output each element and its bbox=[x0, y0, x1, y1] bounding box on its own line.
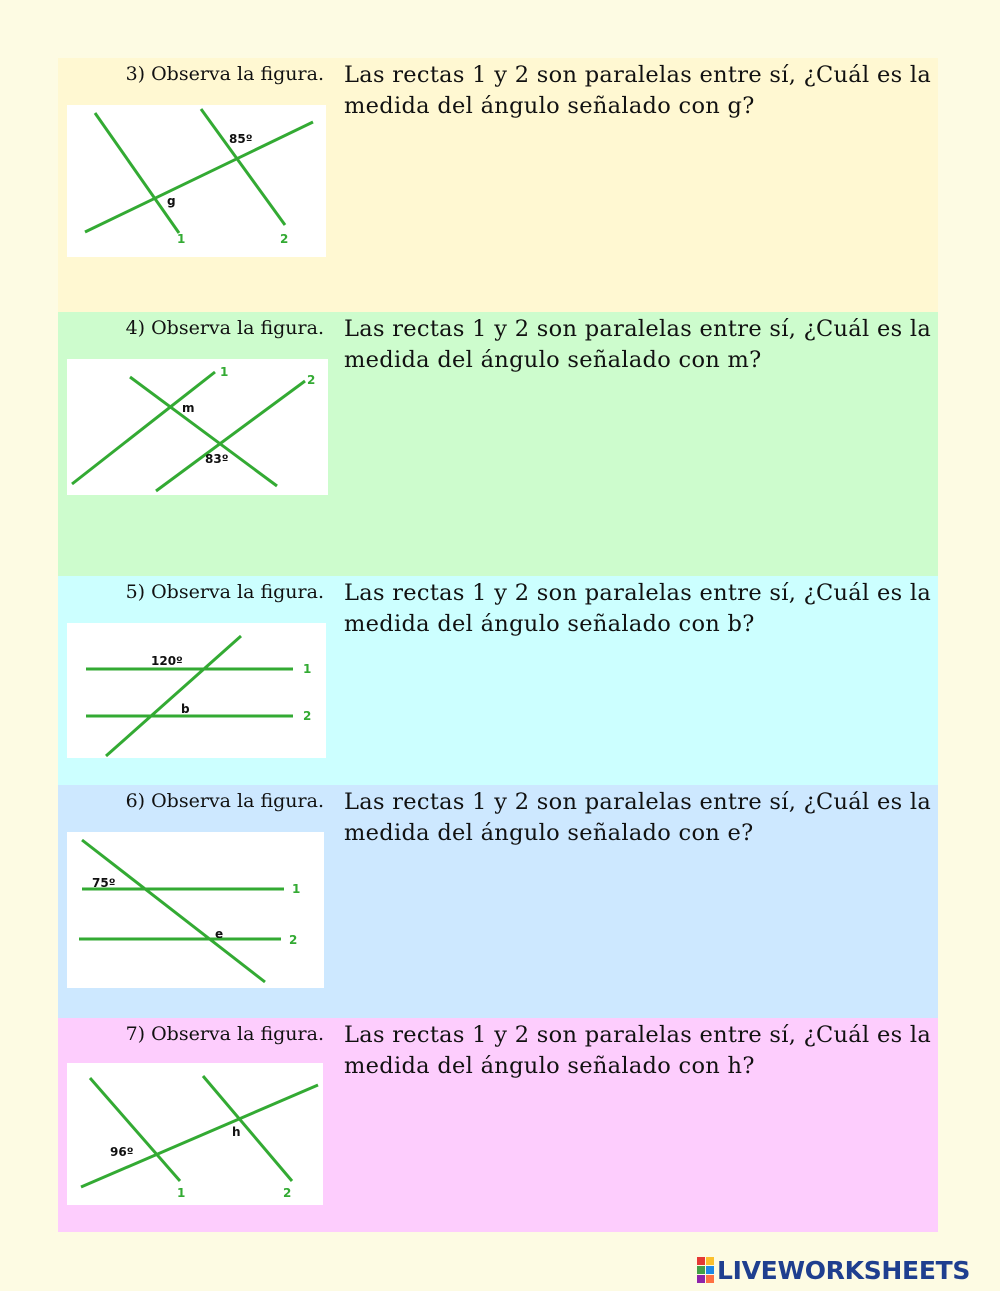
figure-5 bbox=[67, 623, 326, 758]
logo-block bbox=[706, 1275, 714, 1283]
logo-block bbox=[706, 1266, 714, 1274]
prompt-label: 6) Observa la figura. bbox=[125, 790, 324, 812]
question-text: Las rectas 1 y 2 son paralelas entre sí, ¿Cuál es la medida del ángulo señalado con m? bbox=[344, 316, 932, 373]
unknown-angle-label: e bbox=[215, 927, 224, 941]
line-1-label: 1 bbox=[177, 1186, 186, 1200]
parallel-line-1 bbox=[90, 1078, 180, 1181]
given-angle-label: 75º bbox=[92, 876, 116, 890]
problem-5 bbox=[58, 576, 938, 785]
transversal bbox=[130, 377, 277, 486]
prompt-label: 3) Observa la figura. bbox=[125, 63, 324, 85]
given-angle-label: 120º bbox=[151, 654, 183, 668]
given-angle-label: 83º bbox=[205, 452, 229, 466]
liveworksheets-logo bbox=[697, 1255, 970, 1285]
question-text: Las rectas 1 y 2 son paralelas entre sí, ¿Cuál es la medida del ángulo señalado con g? bbox=[344, 62, 932, 119]
line-1-label: 1 bbox=[303, 662, 312, 676]
line-2-label: 2 bbox=[280, 232, 289, 246]
line-1-label: 1 bbox=[220, 365, 229, 379]
unknown-angle-label: m bbox=[182, 401, 195, 415]
prompt-label: 7) Observa la figura. bbox=[125, 1023, 324, 1045]
transversal bbox=[82, 840, 265, 982]
prompt-label: 4) Observa la figura. bbox=[125, 317, 324, 339]
prompt-label: 5) Observa la figura. bbox=[125, 581, 324, 603]
given-angle-label: 96º bbox=[110, 1145, 134, 1159]
parallel-line-2 bbox=[201, 109, 285, 225]
figure-3 bbox=[67, 105, 326, 257]
problem-3 bbox=[58, 58, 938, 312]
line-2-label: 2 bbox=[289, 933, 298, 947]
problem-6 bbox=[58, 785, 938, 1018]
logo-block bbox=[697, 1257, 705, 1265]
problem-7 bbox=[58, 1018, 938, 1232]
parallel-line-1 bbox=[95, 113, 179, 233]
problem-4 bbox=[58, 312, 938, 576]
logo-block bbox=[706, 1257, 714, 1265]
line-1-label: 1 bbox=[177, 232, 186, 246]
given-angle-label: 85º bbox=[229, 132, 253, 146]
logo-text: LIVEWORKSHEETS bbox=[717, 1255, 971, 1285]
figure-6 bbox=[67, 832, 324, 988]
logo-icon bbox=[697, 1257, 714, 1283]
line-2-label: 2 bbox=[283, 1186, 292, 1200]
question-text: Las rectas 1 y 2 son paralelas entre sí, ¿Cuál es la medida del ángulo señalado con e? bbox=[344, 789, 932, 846]
figure-4 bbox=[67, 359, 328, 495]
question-text: Las rectas 1 y 2 son paralelas entre sí, ¿Cuál es la medida del ángulo señalado con b? bbox=[344, 580, 932, 637]
unknown-angle-label: g bbox=[167, 194, 176, 208]
figure-7 bbox=[67, 1063, 323, 1205]
unknown-angle-label: h bbox=[232, 1125, 241, 1139]
question-text: Las rectas 1 y 2 son paralelas entre sí, ¿Cuál es la medida del ángulo señalado con h? bbox=[344, 1022, 932, 1079]
parallel-line-2 bbox=[156, 381, 305, 491]
line-2-label: 2 bbox=[307, 373, 316, 387]
logo-block bbox=[697, 1275, 705, 1283]
line-2-label: 2 bbox=[303, 709, 312, 723]
unknown-angle-label: b bbox=[181, 702, 190, 716]
logo-block bbox=[697, 1266, 705, 1274]
line-1-label: 1 bbox=[292, 882, 301, 896]
